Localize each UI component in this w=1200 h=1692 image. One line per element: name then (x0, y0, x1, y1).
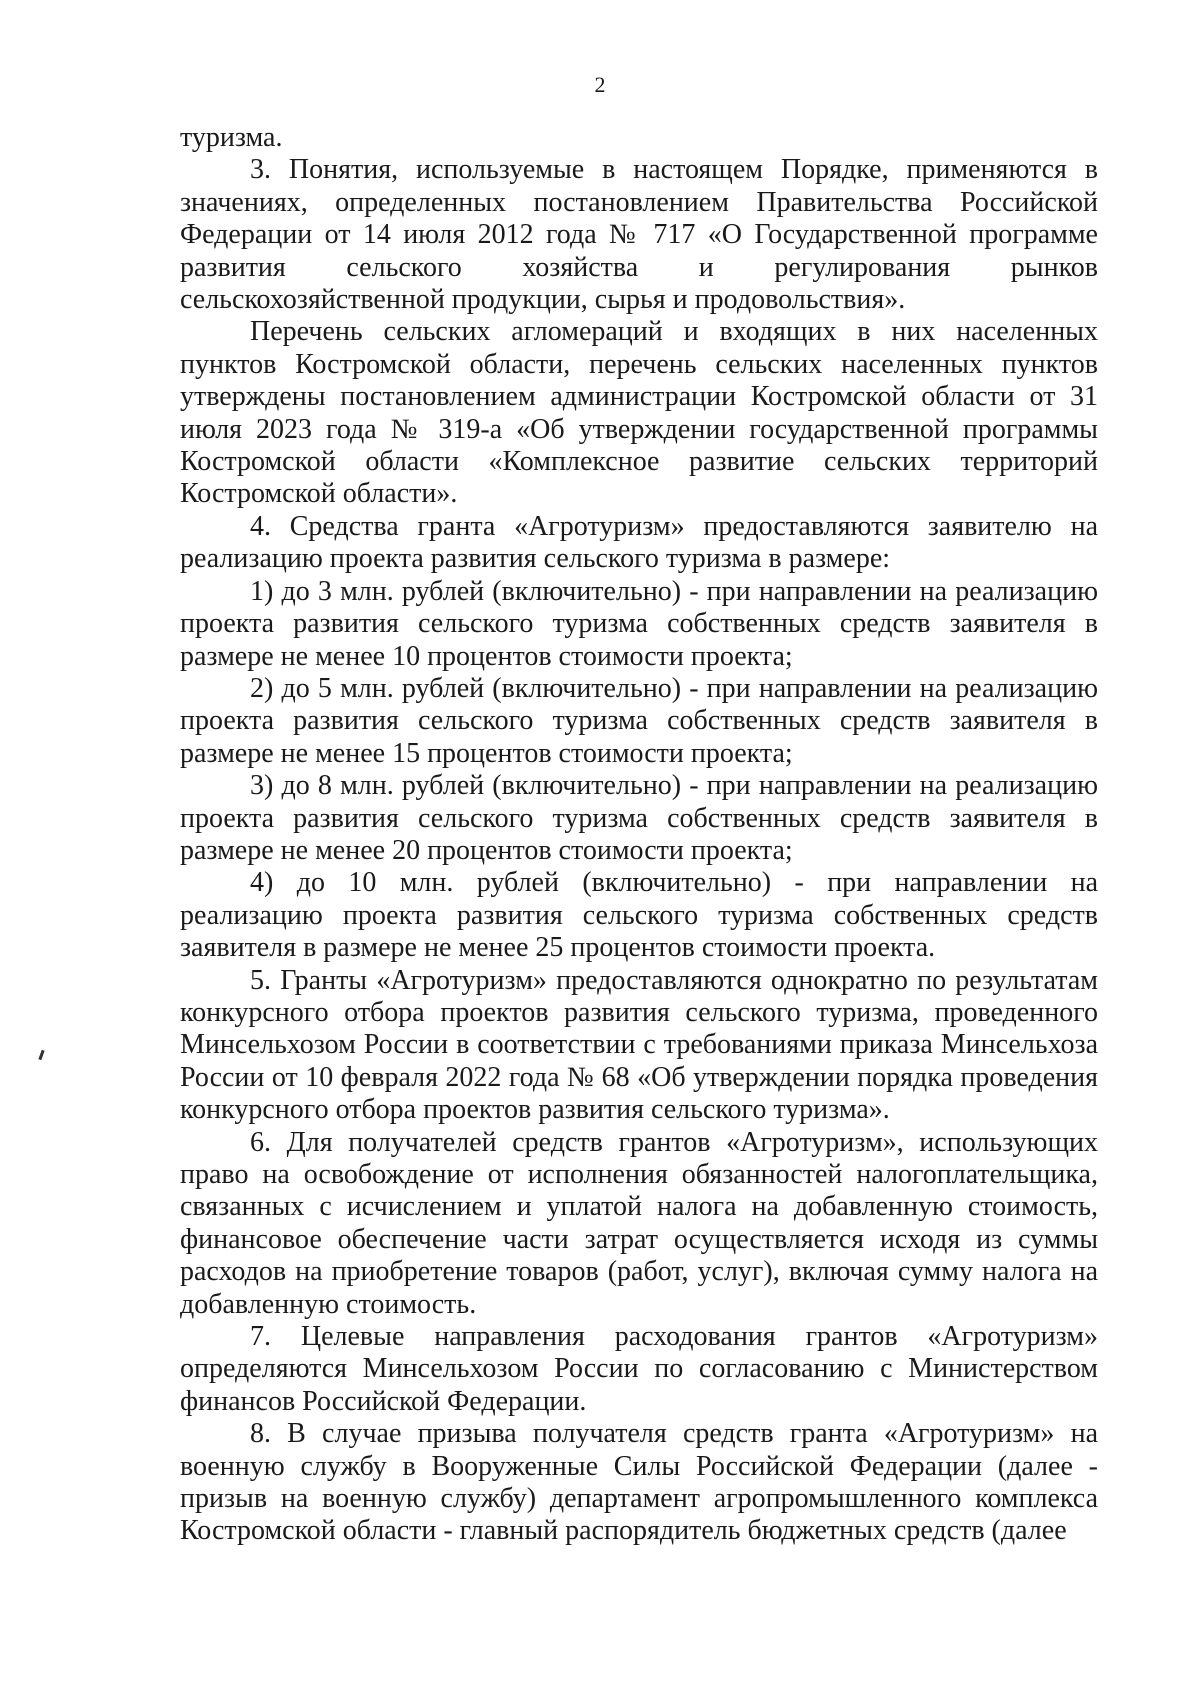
paragraph-3: 3. Понятия, используемые в настоящем Порядке, применяются в значениях, определенных постановлением Правительства Российской Федерации от 14 июля 2012 года № 717 «О Государственной программе развития сельского хозяйства и регулирования рынков сельскохозяйственной продукции, сырья и продовольствия». (180, 154, 1098, 316)
scan-artifact (38, 1050, 44, 1060)
document-body (180, 122, 1098, 1548)
paragraph-4-item-3: 3) до 8 млн. рублей (включительно) - при направлении на реализацию проекта развития сельского туризма собственных средств заявителя в размере не менее 20 процентов стоимости проекта; (180, 770, 1098, 866)
page-number: 2 (594, 72, 606, 97)
paragraph-4-item-2: 2) до 5 млн. рублей (включительно) - при направлении на реализацию проекта развития сельского туризма собственных средств заявителя в размере не менее 15 процентов стоимости проекта; (180, 672, 1098, 769)
paragraph-8: 8. В случае призыва получателя средств гранта «Агротуризм» на военную службу в Вооруженные Силы Российской Федерации (далее - призыв на военную службу) департамент агропромышленного комплекса Костромской области - главный распорядитель бюджетных средств (далее (180, 1418, 1098, 1547)
paragraph-4-item-1: 1) до 3 млн. рублей (включительно) - при направлении на реализацию проекта развития сельского туризма собственных средств заявителя в размере не менее 10 процентов стоимости проекта; (180, 575, 1098, 672)
paragraph-4: 4. Средства гранта «Агротуризм» предоставляются заявителю на реализацию проекта развития сельского туризма в размере: (180, 510, 1098, 575)
paragraph-3-list-ref: Перечень сельских агломераций и входящих в них населенных пунктов Костромской области, перечень сельских населенных пунктов утверждены постановлением администрации Костромской области от 31 июля 2023 года № 319-а «Об утверждении государственной программы Костромской области «Комплексное развитие сельских территорий Костромской области». (180, 316, 1098, 510)
paragraph-6: 6. Для получателей средств грантов «Агротуризм», использующих право на освобождение от исполнения обязанностей налогоплательщика, связанных с исчислением и уплатой налога на добавленную стоимость, финансовое обеспечение части затрат осуществляется исходя из суммы расходов на приобретение товаров (работ, услуг), включая сумму налога на добавленную стоимость. (180, 1126, 1098, 1320)
paragraph-4-item-4: 4) до 10 млн. рублей (включительно) - при направлении на реализацию проекта развития сельского туризма собственных средств заявителя в размере не менее 25 процентов стоимости проекта. (180, 867, 1098, 964)
paragraph-continuation: туризма. (180, 122, 283, 153)
paragraph-5: 5. Гранты «Агротуризм» предоставляются однократно по результатам конкурсного отбора проектов развития сельского туризма, проведенного Минсельхозом России в соответствии с требованиями приказа Минсельхоза России от 10 февраля 2022 года № 68 «Об утверждении порядка проведения конкурсного отбора проектов развития сельского туризма». (180, 964, 1098, 1126)
paragraph-7: 7. Целевые направления расходования грантов «Агротуризм» определяются Минсельхозом России по согласованию с Министерством финансов Российской Федерации. (180, 1321, 1098, 1417)
